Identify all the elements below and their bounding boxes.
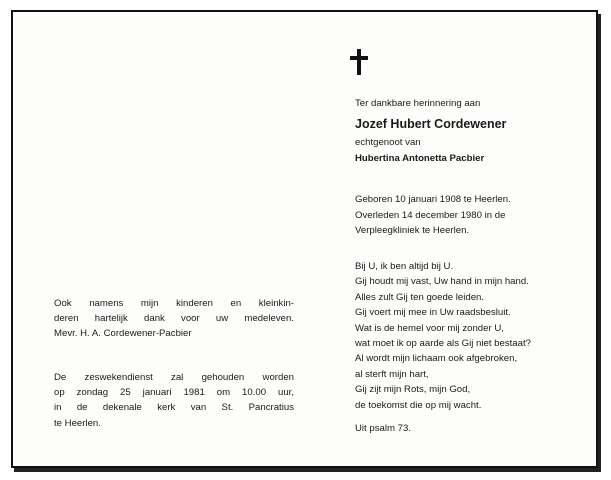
service-line: te Heerlen. bbox=[54, 417, 101, 429]
thanks-text bbox=[54, 296, 294, 342]
poem-line: Al wordt mijn lichaam ook afgebroken, bbox=[355, 353, 518, 365]
bio-line: Geboren 10 januari 1908 te Heerlen. bbox=[355, 194, 511, 205]
bio-line: Overleden 14 december 1980 in de bbox=[355, 209, 506, 221]
poem-line: Alles zult Gij ten goede leiden. bbox=[355, 291, 485, 303]
poem-line: de toekomst die op mij wacht. bbox=[355, 399, 482, 411]
spouse-label: echtgenoot van bbox=[355, 137, 421, 148]
poem-text bbox=[355, 259, 590, 413]
service-line: op zondag 25 januari 1981 om 10.00 uur, bbox=[54, 387, 294, 399]
spouse-name: Hubertina Antonetta Pacbier bbox=[355, 153, 485, 164]
service-text bbox=[54, 370, 294, 431]
poem-line: Gij voert mij mee in Uw raadsbesluit. bbox=[355, 307, 511, 319]
bio-text bbox=[355, 192, 590, 239]
deceased-name: Jozef Hubert Cordewener bbox=[355, 117, 507, 131]
service-line: in de dekenale kerk van St. Pancratius bbox=[54, 402, 294, 414]
poem-line: Gij houdt mij vast, Uw hand in mijn hand. bbox=[355, 276, 529, 288]
thanks-line: Ook namens mijn kinderen en kleinkin- bbox=[54, 298, 294, 309]
poem-line: wat moet ik op aarde als Gij niet bestaat? bbox=[355, 338, 531, 350]
thanks-line: deren hartelijk dank voor uw medeleven. bbox=[54, 313, 294, 325]
poem-line: Bij U, ik ben altijd bij U. bbox=[355, 261, 454, 272]
intro-text: Ter dankbare herinnering aan bbox=[355, 98, 481, 109]
bio-line: Verpleegkliniek te Heerlen. bbox=[355, 225, 470, 237]
poem-source: Uit psalm 73. bbox=[355, 423, 411, 434]
poem-line: al sterft mijn hart, bbox=[355, 368, 429, 380]
service-line: De zeswekendienst zal gehouden worden bbox=[54, 372, 294, 383]
poem-line: Wat is de hemel voor mij zonder U, bbox=[355, 322, 504, 334]
signature-line: Mevr. H. A. Cordewener-Pacbier bbox=[54, 328, 192, 340]
poem-line: Gij zijt mijn Rots, mijn God, bbox=[355, 384, 471, 396]
cross-icon bbox=[349, 48, 369, 76]
